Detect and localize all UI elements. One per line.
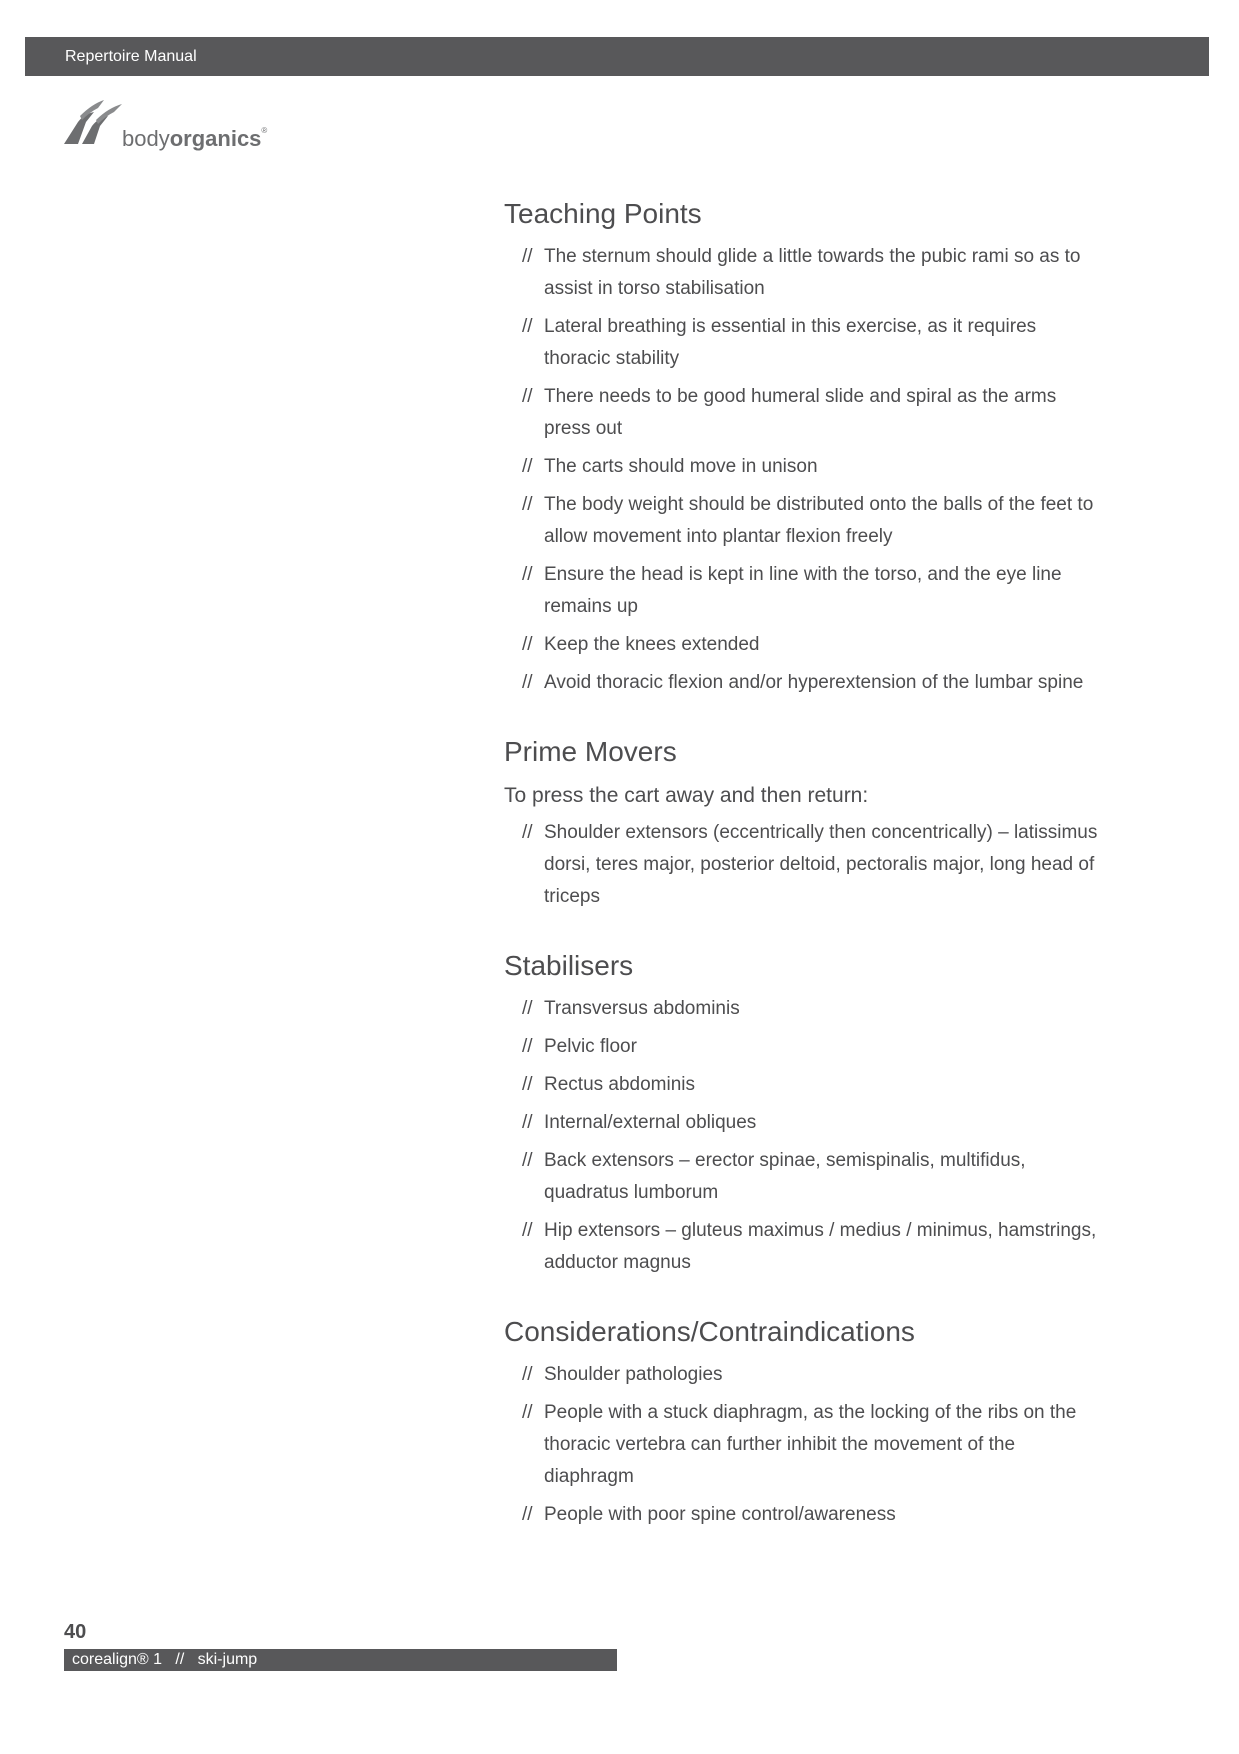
logo-registered-mark: ®: [261, 126, 268, 135]
body-organics-logo: [64, 100, 284, 156]
list-item: [504, 241, 1104, 305]
section-considerations: [504, 1313, 1104, 1531]
list-item-text: Pelvic floor: [544, 1036, 637, 1057]
footer-bar: [64, 1649, 617, 1671]
header-bar: [25, 37, 1209, 76]
list-item: [504, 629, 1104, 661]
bullet-marker: //: [522, 1364, 533, 1385]
bullet-marker: //: [522, 634, 533, 655]
list-item-text: Internal/external obliques: [544, 1112, 757, 1133]
list-item: [504, 1499, 1104, 1531]
section-heading: Prime Movers: [504, 736, 677, 767]
list-item-text: Shoulder pathologies: [544, 1364, 723, 1385]
list-item: [504, 1397, 1104, 1493]
bullet-marker: //: [522, 1036, 533, 1057]
bullet-marker: //: [522, 386, 533, 407]
bullet-marker: //: [522, 316, 533, 337]
logo-wordmark: [122, 126, 267, 152]
bullet-marker: //: [522, 494, 533, 515]
list-item-text: Back extensors – erector spinae, semispinalis, multifidus, quadratus lumborum: [544, 1150, 1026, 1203]
list-item-text: The sternum should glide a little towards the pubic rami so as to assist in torso stabilisation: [544, 246, 1081, 299]
list-item-text: The carts should move in unison: [544, 456, 818, 477]
list-item: [504, 559, 1104, 623]
page-number: 40: [64, 1621, 87, 1643]
list-item: [504, 451, 1104, 483]
list-item-text: Avoid thoracic flexion and/or hyperextension of the lumbar spine: [544, 672, 1084, 693]
logo-word-body: body: [122, 126, 170, 151]
bullet-list: [504, 241, 1104, 699]
bullet-marker: //: [522, 1112, 533, 1133]
bullet-list: [504, 993, 1104, 1279]
bullet-marker: //: [522, 1074, 533, 1095]
section-intro: To press the cart away and then return:: [504, 784, 869, 807]
list-item: [504, 311, 1104, 375]
bullet-list: [504, 817, 1104, 913]
bullet-marker: //: [522, 1150, 533, 1171]
list-item-text: Transversus abdominis: [544, 998, 740, 1019]
list-item: [504, 817, 1104, 913]
list-item: [504, 1145, 1104, 1209]
list-item: [504, 489, 1104, 553]
list-item-text: Rectus abdominis: [544, 1074, 696, 1095]
list-item-text: The body weight should be distributed onto the balls of the feet to allow movement into plantar flexion freely: [544, 494, 1094, 547]
section-teaching-points: [504, 195, 1104, 699]
list-item-text: Lateral breathing is essential in this exercise, as it requires thoracic stability: [544, 316, 1037, 369]
list-item: [504, 381, 1104, 445]
list-item: [504, 667, 1104, 699]
bullet-marker: //: [522, 672, 533, 693]
list-item: [504, 1215, 1104, 1279]
list-item-text: There needs to be good humeral slide and spiral as the arms press out: [544, 386, 1057, 439]
bullet-marker: //: [522, 822, 533, 843]
section-heading: Considerations/Contraindications: [504, 1316, 915, 1347]
list-item: [504, 1069, 1104, 1101]
section-heading: Stabilisers: [504, 950, 634, 981]
list-item: [504, 993, 1104, 1025]
main-content: [504, 195, 1104, 1565]
logo-swoosh-icon: [64, 100, 124, 146]
section-prime-movers: [504, 733, 1104, 913]
list-item-text: Hip extensors – gluteus maximus / medius / minimus, hamstrings, adductor magnus: [544, 1220, 1097, 1273]
bullet-marker: //: [522, 1220, 533, 1241]
list-item: [504, 1359, 1104, 1391]
bullet-marker: //: [522, 564, 533, 585]
logo-word-organics: organics: [169, 126, 262, 151]
list-item-text: People with a stuck diaphragm, as the locking of the ribs on the thoracic vertebra can further inhibit the movement of the diaphragm: [544, 1402, 1077, 1487]
bullet-marker: //: [522, 1402, 533, 1423]
footer-label: corealign® 1 // ski-jump: [72, 1651, 258, 1668]
list-item-text: Keep the knees extended: [544, 634, 760, 655]
list-item-text: Ensure the head is kept in line with the torso, and the eye line remains up: [544, 564, 1062, 617]
bullet-list: [504, 1359, 1104, 1531]
header-title: Repertoire Manual: [65, 48, 197, 65]
bullet-marker: //: [522, 246, 533, 267]
list-item: [504, 1107, 1104, 1139]
bullet-marker: //: [522, 1504, 533, 1525]
list-item: [504, 1031, 1104, 1063]
bullet-marker: //: [522, 998, 533, 1019]
section-heading: Teaching Points: [504, 198, 702, 229]
section-stabilisers: [504, 947, 1104, 1279]
list-item-text: Shoulder extensors (eccentrically then concentrically) – latissimus dorsi, teres major, posterior deltoid, pectoralis major, long head of triceps: [544, 822, 1098, 907]
bullet-marker: //: [522, 456, 533, 477]
list-item-text: People with poor spine control/awareness: [544, 1504, 896, 1525]
